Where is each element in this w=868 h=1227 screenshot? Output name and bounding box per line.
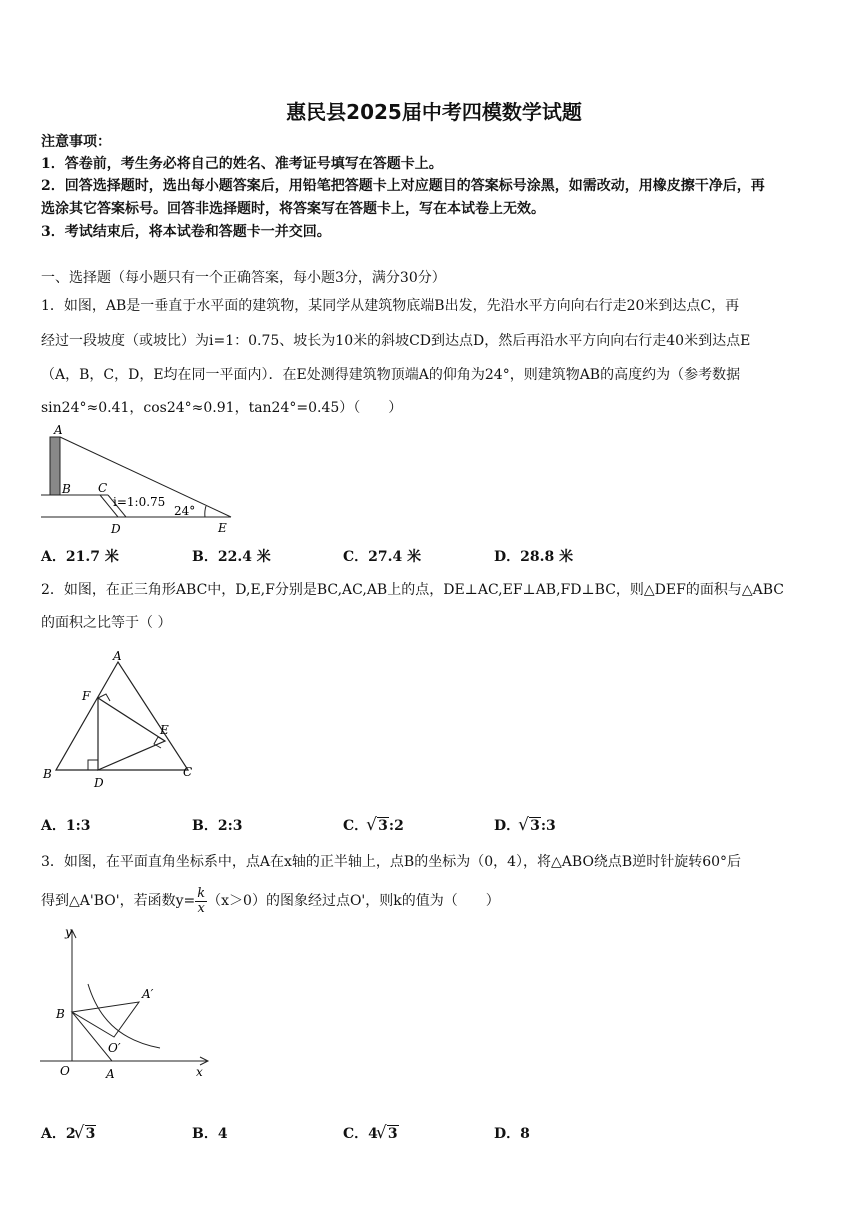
q1-label-b: B bbox=[62, 482, 71, 496]
q3-line2 bbox=[41, 883, 500, 919]
q1-label-a: A bbox=[54, 423, 63, 437]
sqrt-symbol: √ 3 bbox=[520, 818, 541, 834]
q3-label-a-prime: A′ bbox=[142, 987, 154, 1001]
sqrt-symbol: √ 3 bbox=[368, 818, 389, 834]
q2-line: 2．如图，在正三角形ABC中，D,E,F分别是BC,AC,AB上的点，DE⊥AC,EF⊥AB,FD⊥BC，则△DEF的面积与△ABC bbox=[41, 582, 784, 598]
q2-label-b: B bbox=[43, 767, 52, 781]
q1-option-d[interactable]: D．28.8 米 bbox=[494, 549, 574, 565]
notice-item: 2．回答选择题时，选出每小题答案后，用铅笔把答题卡上对应题目的答案标号涂黑，如需改动，用橡皮擦干净后，再 bbox=[41, 178, 765, 194]
q2-option-c-prefix: C． bbox=[343, 818, 369, 834]
q2-option-c[interactable] bbox=[343, 815, 404, 835]
q3-line2-pre: 得到△A'BO'，若函数y= bbox=[41, 893, 196, 909]
q3-label-b: B bbox=[56, 1007, 65, 1021]
q1-option-b[interactable]: B．22.4 米 bbox=[192, 549, 271, 565]
q1-line: （A，B，C，D，E均在同一平面内）．在E处测得建筑物顶端A的仰角为24°，则建筑物AB的高度约为（参考数据 bbox=[41, 367, 741, 383]
q2-label-a: A bbox=[113, 649, 122, 663]
notice-item: 选涂其它答案标号。回答非选择题时，将答案写在答题卡上，写在本试卷上无效。 bbox=[41, 201, 545, 217]
notice-item: 1．答卷前，考生务必将自己的姓名、准考证号填写在答题卡上。 bbox=[41, 156, 443, 172]
notice-item: 3．考试结束后，将本试卷和答题卡一并交回。 bbox=[41, 224, 331, 240]
q2-option-d-prefix: D． bbox=[494, 818, 521, 834]
q3-label-x: x bbox=[196, 1065, 203, 1079]
q1-angle-label: 24° bbox=[174, 504, 196, 518]
q3-line2-post: （x＞0）的图象经过点O'，则k的值为（ ） bbox=[207, 893, 500, 909]
q3-line: 3．如图，在平面直角坐标系中，点A在x轴的正半轴上，点B的坐标为（0，4），将△ABO绕点B逆时针旋转60°后 bbox=[41, 854, 742, 870]
q2-option-a[interactable]: A．1:3 bbox=[41, 818, 91, 834]
q1-label-e: E bbox=[218, 521, 227, 535]
sqrt-symbol: √ 3 bbox=[76, 1126, 97, 1142]
q1-label-c: C bbox=[98, 481, 108, 495]
q3-option-a[interactable] bbox=[41, 1123, 96, 1143]
sqrt-symbol: √ 3 bbox=[378, 1126, 399, 1142]
q2-option-d[interactable] bbox=[494, 815, 556, 835]
q2-figure bbox=[38, 648, 208, 798]
q2-label-c: C bbox=[183, 765, 193, 779]
q3-label-a: A bbox=[106, 1067, 115, 1081]
q1-figure bbox=[38, 420, 238, 540]
q2-option-d-suffix: :3 bbox=[540, 818, 556, 834]
q3-label-y: y bbox=[65, 925, 72, 939]
q2-label-e: E bbox=[160, 723, 169, 737]
q2-line: 的面积之比等于（ ） bbox=[41, 615, 172, 631]
q3-option-d[interactable]: D．8 bbox=[494, 1126, 530, 1142]
q1-label-d: D bbox=[111, 522, 121, 536]
notice-heading: 注意事项： bbox=[41, 134, 111, 150]
q2-option-c-suffix: :2 bbox=[388, 818, 404, 834]
q1-line: 1．如图，AB是一垂直于水平面的建筑物，某同学从建筑物底端B出发，先沿水平方向向右行走20米到达点C，再 bbox=[41, 298, 740, 314]
q2-option-b[interactable]: B．2:3 bbox=[192, 818, 243, 834]
q1-line: 经过一段坡度（或坡比）为i=1：0.75、坡长为10米的斜坡CD到达点D，然后再沿水平方向向右行走40米到达点E bbox=[41, 333, 751, 349]
q3-figure bbox=[38, 922, 228, 1087]
q3-fraction: $\frac{k}{x}$ bbox=[197, 885, 206, 916]
q3-label-o-prime: O′ bbox=[108, 1041, 121, 1055]
section-heading: 一、选择题（每小题只有一个正确答案，每小题3分，满分30分） bbox=[41, 270, 446, 286]
q2-label-d: D bbox=[94, 776, 104, 790]
q3-option-a-prefix: A．2 bbox=[41, 1126, 76, 1142]
page-title: 惠民县2025届中考四模数学试题 bbox=[286, 100, 582, 124]
q2-label-f: F bbox=[82, 689, 91, 703]
q3-option-c[interactable] bbox=[343, 1123, 399, 1143]
q3-label-o: O bbox=[60, 1064, 70, 1078]
q3-option-c-prefix: C．4 bbox=[343, 1126, 378, 1142]
q1-option-a[interactable]: A．21.7 米 bbox=[41, 549, 119, 565]
q1-line: sin24°≈0.41，cos24°≈0.91，tan24°=0.45）（ ） bbox=[41, 400, 403, 416]
q1-option-c[interactable]: C．27.4 米 bbox=[343, 549, 422, 565]
q3-option-b[interactable]: B．4 bbox=[192, 1126, 228, 1142]
q1-slope-label: i=1:0.75 bbox=[113, 495, 166, 509]
